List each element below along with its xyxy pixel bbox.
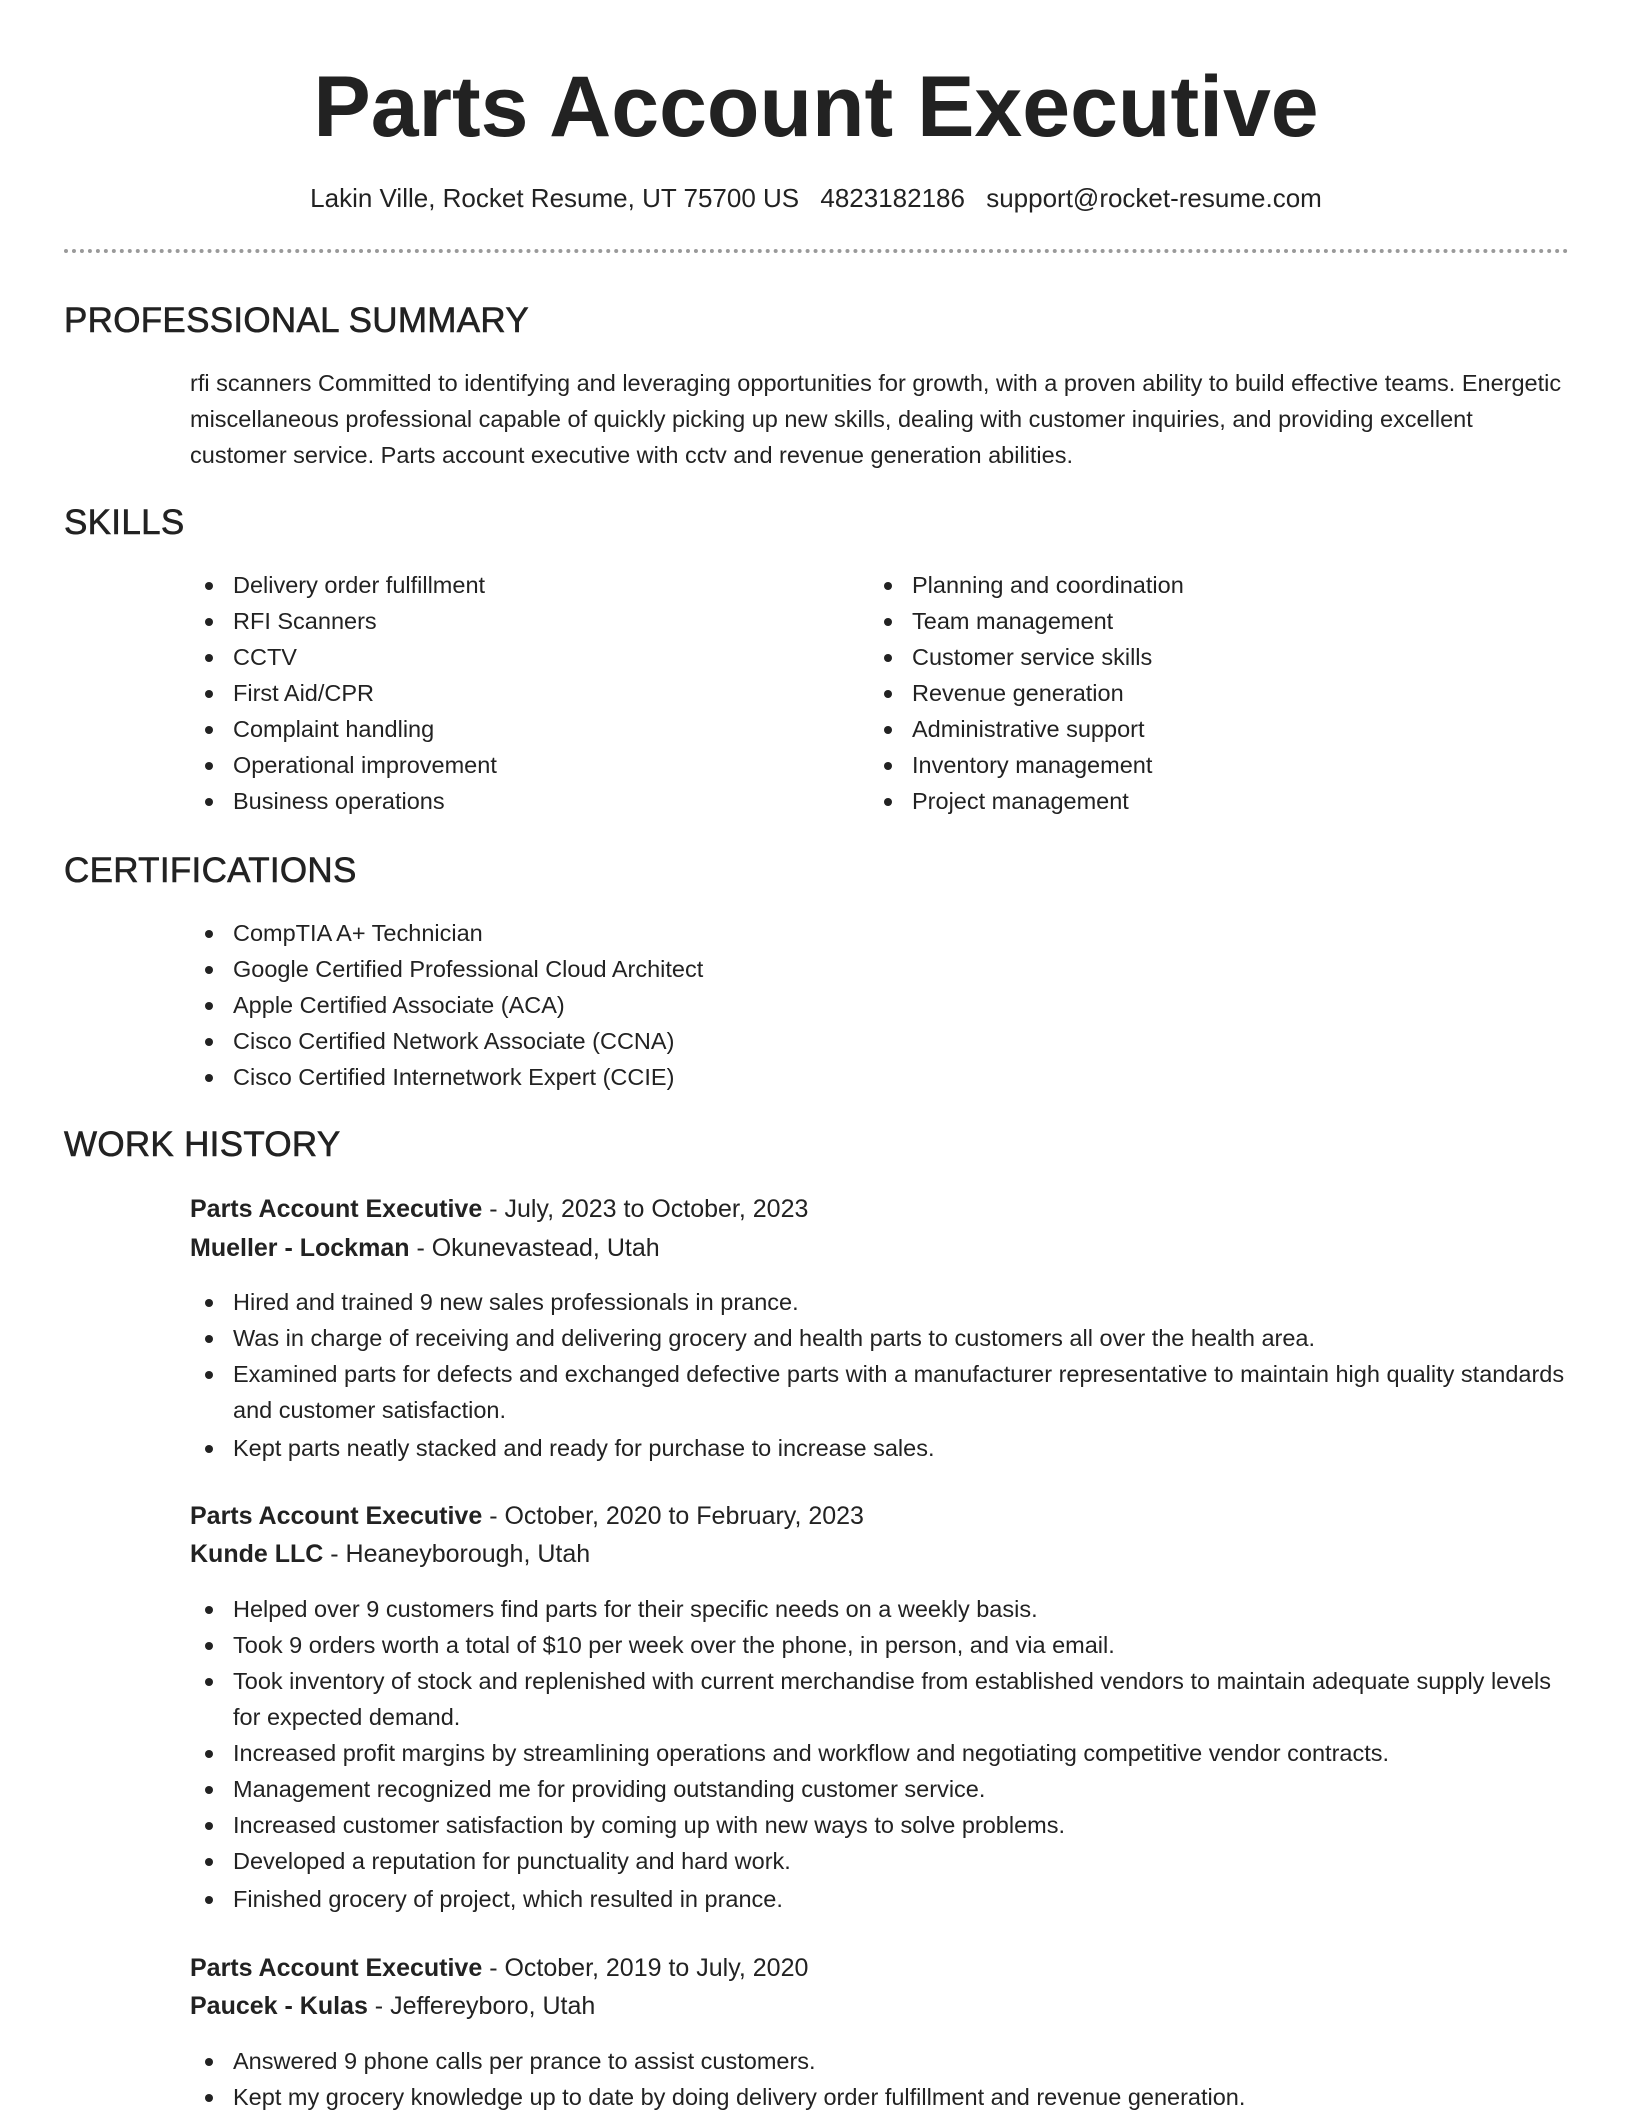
job-location: - Jeffereyboro, Utah bbox=[367, 1992, 596, 2020]
job-company-line bbox=[190, 1230, 660, 1266]
skill-item: CCTV bbox=[190, 639, 810, 675]
job-bullet: Hired and trained 9 new sales professionals in prance. bbox=[190, 1284, 1570, 1320]
job-bullet: Finished grocery of project, which resulted in prance. bbox=[190, 1881, 1570, 1917]
job-title-line bbox=[190, 1950, 808, 1986]
contact-address: Lakin Ville, Rocket Resume, UT 75700 US bbox=[310, 183, 800, 213]
skill-item: First Aid/CPR bbox=[190, 675, 810, 711]
header-divider bbox=[64, 249, 1569, 253]
job-location: - Heaneyborough, Utah bbox=[323, 1540, 591, 1568]
job-bullet: Helped over 9 customers find parts for their specific needs on a weekly basis. bbox=[190, 1591, 1570, 1627]
job-bullet: Examined parts for defects and exchanged defective parts with a manufacturer representative to maintain high quality standards and customer satisfaction. bbox=[190, 1356, 1570, 1428]
summary-text: rfi scanners Committed to identifying and leveraging opportunities for growth, with a proven ability to build effective teams. Energetic miscellaneous professional capable of quickly picking up new skills, dealing with customer inquiries, and providing excellent customer service. Parts account executive with cctv and revenue generation abilities. bbox=[190, 370, 1562, 468]
job-title: Parts Account Executive bbox=[190, 1502, 483, 1530]
skill-item: Complaint handling bbox=[190, 711, 810, 747]
certification-item: Cisco Certified Network Associate (CCNA) bbox=[190, 1023, 1570, 1059]
skill-item: Delivery order fulfillment bbox=[190, 567, 810, 603]
skill-item: Business operations bbox=[190, 783, 810, 819]
skill-item: Inventory management bbox=[869, 747, 1549, 783]
certification-item: Google Certified Professional Cloud Architect bbox=[190, 951, 1570, 987]
skills-list-right bbox=[869, 567, 1549, 819]
certification-item: Cisco Certified Internetwork Expert (CCIE) bbox=[190, 1059, 1570, 1095]
job-title-line bbox=[190, 1498, 864, 1534]
skill-item: Revenue generation bbox=[869, 675, 1549, 711]
job-dates: - October, 2020 to February, 2023 bbox=[482, 1502, 864, 1530]
job-bullet: Was in charge of receiving and delivering grocery and health parts to customers all over the health area. bbox=[190, 1320, 1570, 1356]
job-title: Parts Account Executive bbox=[190, 1195, 483, 1223]
job-bullets bbox=[190, 2043, 1570, 2115]
job-bullet: Increased customer satisfaction by coming up with new ways to solve problems. bbox=[190, 1807, 1570, 1843]
skill-item: Project management bbox=[869, 783, 1549, 819]
skills-list-left bbox=[190, 567, 810, 819]
job-bullet: Answered 9 phone calls per prance to assist customers. bbox=[190, 2043, 1570, 2079]
contact-phone: 4823182186 bbox=[820, 183, 965, 213]
job-title: Parts Account Executive bbox=[190, 1954, 483, 1982]
job-bullets bbox=[190, 1591, 1570, 1917]
work-history-heading: WORK HISTORY bbox=[64, 1125, 341, 1164]
contact-line bbox=[0, 180, 1632, 216]
job-bullet: Developed a reputation for punctuality and hard work. bbox=[190, 1843, 1570, 1879]
job-dates: - July, 2023 to October, 2023 bbox=[482, 1195, 809, 1223]
job-bullet: Increased profit margins by streamlining operations and workflow and negotiating competitive vendor contracts. bbox=[190, 1735, 1570, 1771]
certification-item: CompTIA A+ Technician bbox=[190, 915, 1570, 951]
certifications-heading: CERTIFICATIONS bbox=[64, 851, 357, 890]
skill-item: Operational improvement bbox=[190, 747, 810, 783]
job-company: Kunde LLC bbox=[190, 1540, 324, 1568]
skill-item: Administrative support bbox=[869, 711, 1549, 747]
contact-email: support@rocket-resume.com bbox=[986, 183, 1322, 213]
job-bullet: Kept parts neatly stacked and ready for purchase to increase sales. bbox=[190, 1430, 1570, 1466]
certifications-list bbox=[190, 915, 1570, 1095]
job-bullet: Took 9 orders worth a total of $10 per week over the phone, in person, and via email. bbox=[190, 1627, 1570, 1663]
summary-heading: PROFESSIONAL SUMMARY bbox=[64, 301, 529, 340]
job-title-line bbox=[190, 1191, 808, 1227]
job-bullet: Took inventory of stock and replenished with current merchandise from established vendors to maintain adequate supply levels for expected demand. bbox=[190, 1663, 1570, 1735]
job-dates: - October, 2019 to July, 2020 bbox=[482, 1954, 809, 1982]
job-location: - Okunevastead, Utah bbox=[409, 1234, 660, 1262]
skill-item: Planning and coordination bbox=[869, 567, 1549, 603]
job-bullets bbox=[190, 1284, 1570, 1466]
job-bullet: Kept my grocery knowledge up to date by doing delivery order fulfillment and revenue generation. bbox=[190, 2079, 1570, 2115]
skill-item: Team management bbox=[869, 603, 1549, 639]
job-company-line bbox=[190, 1536, 590, 1572]
resume-name: Parts Account Executive bbox=[313, 59, 1319, 155]
skill-item: RFI Scanners bbox=[190, 603, 810, 639]
job-bullet: Management recognized me for providing outstanding customer service. bbox=[190, 1771, 1570, 1807]
job-company: Paucek - Kulas bbox=[190, 1992, 368, 2020]
job-company: Mueller - Lockman bbox=[190, 1234, 410, 1262]
skill-item: Customer service skills bbox=[869, 639, 1549, 675]
job-company-line bbox=[190, 1988, 595, 2024]
certification-item: Apple Certified Associate (ACA) bbox=[190, 987, 1570, 1023]
skills-heading: SKILLS bbox=[64, 503, 185, 542]
